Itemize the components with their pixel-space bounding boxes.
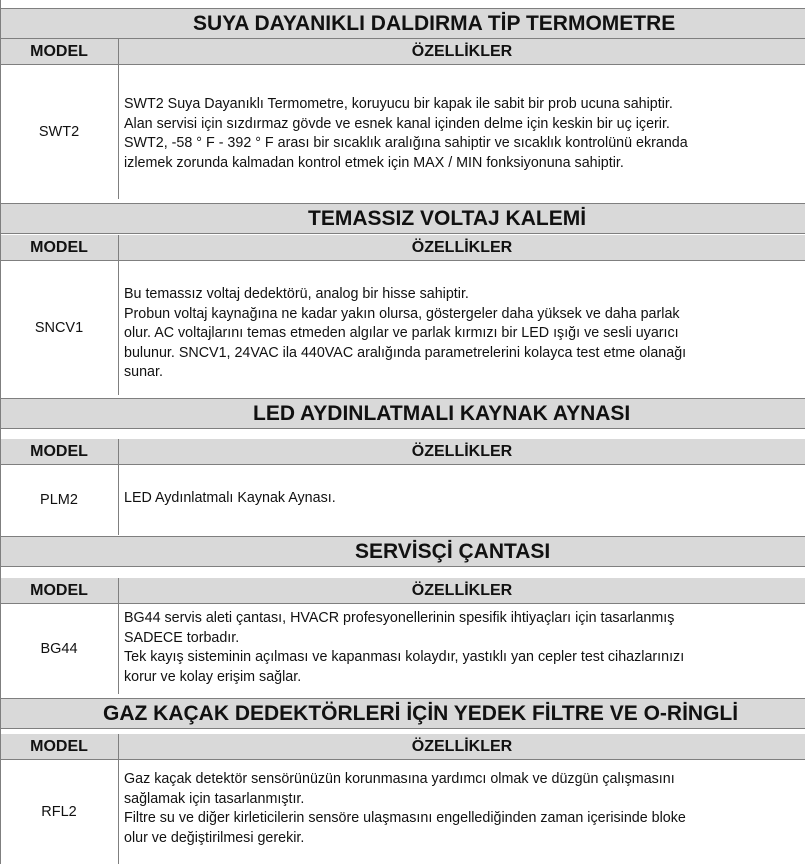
features-line: Tek kayış sisteminin açılması ve kapanması kolaydır, yastıklı yan cepler test cihazlarınızı (124, 649, 685, 665)
features-line: olur ve değiştirilmesi gerekir. (124, 829, 305, 846)
table-header-row (0, 439, 805, 465)
model-code: SWT2 (0, 65, 119, 199)
features-line: BG44 servis aleti çantası, HVACR profesyonellerinin spesifik ihtiyaçları için tasarlanmış (124, 610, 675, 626)
features-column-header: ÖZELLİKLER (411, 738, 513, 755)
features-text (124, 489, 800, 509)
section-title: SUYA DAYANIKLI DALDIRMA TİP TERMOMETRE (193, 12, 676, 35)
model-column-header: MODEL (0, 235, 119, 260)
features-text (124, 770, 800, 848)
table-header-row (0, 39, 805, 65)
features-line: Probun voltaj kaynağına ne kadar yakın olursa, göstergeler daha yüksek ve daha parlak (124, 305, 680, 322)
section-title: SERVİSÇİ ÇANTASI (355, 540, 551, 563)
section-title-row (0, 8, 805, 39)
section-title-row (0, 398, 805, 429)
model-column-header: MODEL (0, 578, 119, 603)
table-row (0, 760, 805, 864)
features-column-header: ÖZELLİKLER (411, 239, 513, 256)
table-header-row (0, 578, 805, 604)
model-column-header: MODEL (0, 734, 119, 759)
section-title-row (0, 203, 805, 234)
section-title: GAZ KAÇAK DEDEKTÖRLERİ İÇİN YEDEK FİLTRE VE O-RİNGLİ (103, 702, 739, 725)
features-line: sunar. (124, 364, 163, 380)
features-line: korur ve kolay erişim sağlar. (124, 668, 302, 685)
section-title: LED AYDINLATMALI KAYNAK AYNASI (253, 402, 631, 425)
model-column-header: MODEL (0, 39, 119, 64)
model-column-header: MODEL (0, 439, 119, 464)
features-line: Filtre su ve diğer kirleticilerin sensöre ulaşmasını engellediğinden zaman içerisinde bloke (124, 810, 686, 826)
features-line: Gaz kaçak detektör sensörünüzün korunmasına yardımcı olmak ve düzgün çalışmasını (124, 771, 675, 787)
model-code: BG44 (0, 604, 119, 694)
model-code: RFL2 (0, 760, 119, 864)
model-code: SNCV1 (0, 261, 119, 395)
table-row (0, 465, 805, 535)
features-text (124, 95, 800, 173)
features-line: SWT2 Suya Dayanıklı Termometre, koruyucu bir kapak ile sabit bir prob ucuna sahiptir. (124, 96, 673, 112)
table-header-row (0, 734, 805, 760)
table-row (0, 261, 805, 395)
features-text (124, 285, 800, 383)
features-column-header: ÖZELLİKLER (411, 582, 513, 599)
section-title-row (0, 698, 805, 729)
section-title-row (0, 536, 805, 567)
features-line: bulunur. SNCV1, 24VAC ila 440VAC aralığında parametrelerini kolayca test etme olanağı (124, 344, 687, 361)
table-row (0, 65, 805, 199)
features-line: SADECE torbadır. (124, 629, 240, 646)
table-row (0, 604, 805, 694)
features-column-header: ÖZELLİKLER (411, 43, 513, 60)
features-line: SWT2, -58 ° F - 392 ° F arası bir sıcaklık aralığına sahiptir ve sıcaklık kontrolünü ekranda (124, 135, 688, 151)
features-line: sağlamak için tasarlanmıştır. (124, 790, 305, 807)
table-left-border (0, 0, 1, 864)
features-line: LED Aydınlatmalı Kaynak Aynası. (124, 490, 336, 506)
features-line: Bu temassız voltaj dedektörü, analog bir hisse sahiptir. (124, 286, 469, 302)
table-header-row (0, 235, 805, 261)
features-line: izlemek zorunda kalmadan kontrol etmek için MAX / MIN fonksiyonuna sahiptir. (124, 154, 624, 171)
features-text (124, 609, 800, 687)
features-line: Alan servisi için sızdırmaz gövde ve esnek kanal içinden delme için keskin bir uç içerir. (124, 115, 670, 132)
features-column-header: ÖZELLİKLER (411, 443, 513, 460)
section-title: TEMASSIZ VOLTAJ KALEMİ (308, 207, 587, 230)
model-code: PLM2 (0, 465, 119, 535)
features-line: olur. AC voltajlarını temas etmeden algılar ve parlak kırmızı bir LED ışığı ve sesli uyarıcı (124, 325, 679, 341)
